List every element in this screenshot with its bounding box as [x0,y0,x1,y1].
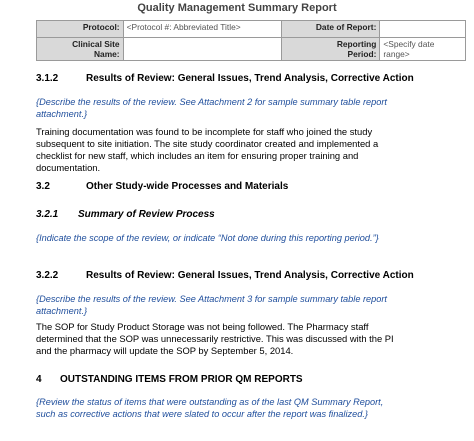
body-line: and the pharmacy will update the SOP by September 5, 2014. [36,345,294,356]
date-of-report-value[interactable] [380,21,466,38]
clinical-site-label [37,38,124,61]
section-title: Other Study-wide Processes and Materials [86,181,289,192]
reporting-period-value[interactable] [380,38,466,61]
section-number: 4 [36,374,42,385]
note-line: {Describe the results of the review. See Attachment 3 for sample summary table report [36,294,387,304]
body-line: checklist for new staff, which includes an item for ensuring proper training and [36,150,359,161]
note-line: {Review the status of items that were outstanding as of the last QM Summary Report, [36,397,384,407]
section-body-3-1-2 [36,126,466,174]
reporting-period-label-line1: Reporting [336,39,377,49]
reporting-period-label-line2: Period: [347,49,377,59]
reporting-period-value-line1: <Specify date [383,39,435,49]
section-number: 3.2.2 [36,270,59,281]
note-line: {Indicate the scope of the review, or indicate “Not done during this reporting period.”} [36,233,379,243]
date-of-report-label: Date of Report: [281,21,380,38]
section-title: OUTSTANDING ITEMS FROM PRIOR QM REPORTS [60,374,303,385]
body-line: subsequent to site initiation. The site study coordinator created and implemented a [36,138,379,149]
section-number: 3.2.1 [36,209,59,220]
document-title: Quality Management Summary Report [137,2,337,14]
section-note-3-1-2 [36,96,461,120]
section-note-3-2-1 [36,232,461,244]
section-title: Results of Review: General Issues, Trend Analysis, Corrective Action [86,73,414,84]
section-body-3-2-2 [36,321,466,357]
clinical-site-label-line2: Name: [93,49,120,59]
protocol-value[interactable]: <Protocol #: Abbreviated Title> [123,21,281,38]
section-heading-3-2-1 [36,209,215,220]
protocol-label: Protocol: [37,21,124,38]
note-line: attachment.} [36,306,88,316]
section-title: Results of Review: General Issues, Trend Analysis, Corrective Action [86,270,414,281]
note-line: attachment.} [36,109,88,119]
section-title: Summary of Review Process [78,209,215,220]
note-line: {Describe the results of the review. See Attachment 2 for sample summary table report [36,97,387,107]
body-line: Training documentation was found to be incomplete for staff who joined the study [36,126,373,137]
section-note-3-2-2 [36,293,461,317]
report-header-table [36,20,466,61]
section-heading-4 [36,374,303,385]
section-number: 3.1.2 [36,73,59,84]
clinical-site-label-line1: Clinical Site [72,39,120,49]
clinical-site-value[interactable] [123,38,281,61]
body-line: documentation. [36,162,101,173]
section-note-4 [36,396,461,420]
reporting-period-value-line2: range> [383,49,410,59]
section-heading-3-2-2 [36,270,414,281]
reporting-period-label [281,38,380,61]
body-line: The SOP for Study Product Storage was not being followed. The Pharmacy staff [36,321,369,332]
section-heading-3-2 [36,181,288,192]
section-number: 3.2 [36,181,50,192]
note-line: such as corrective actions that were slated to occur after the report was finalized.} [36,409,368,419]
body-line: determined that the SOP was unnecessarily restrictive. This was discussed with the PI [36,333,394,344]
section-heading-3-1-2 [36,73,414,84]
